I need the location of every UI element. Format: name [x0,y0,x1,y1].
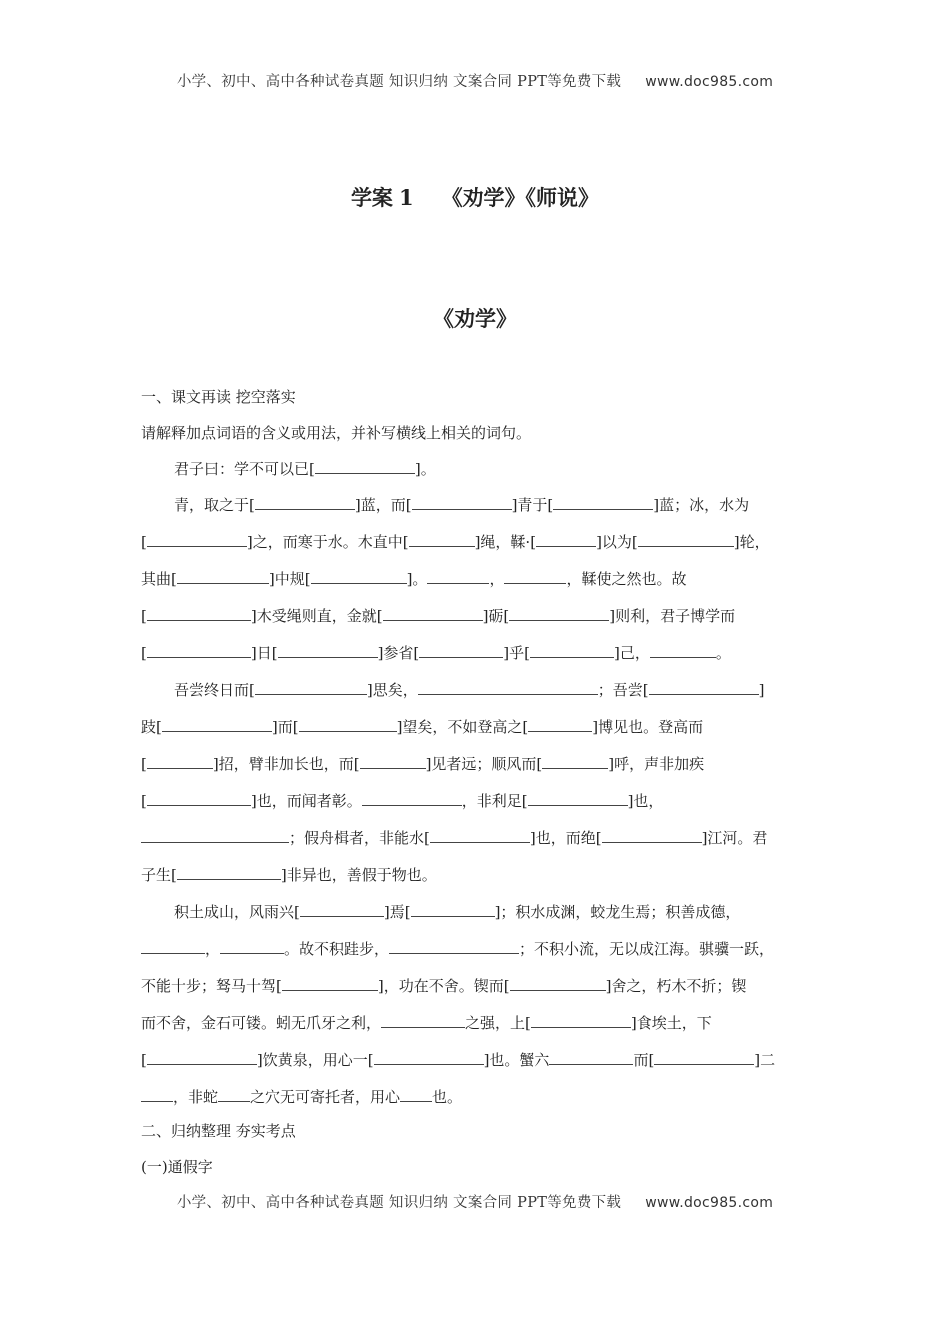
text: ]也，而绝[ [529,829,602,847]
answer-blank[interactable] [282,973,378,991]
paragraph-2-line-5 [141,640,811,677]
answer-blank[interactable] [147,529,247,547]
text: 之强，上[ [465,1014,531,1032]
text: ]己， [614,644,650,662]
answer-blank[interactable] [255,677,367,695]
paragraph-2-line-4 [141,603,811,640]
exercise-content [141,386,811,1193]
text: ]青于[ [511,496,554,514]
text: ]江河。君 [701,829,768,847]
answer-blank[interactable] [315,456,415,474]
text: 吾尝终日而[ [174,681,255,699]
text: ]；积水成渊，蛟龙生焉；积善成德， [494,903,741,921]
instruction: 请解释加点词语的含义或用法，并补写横线上相关的词句。 [141,424,532,442]
text: ]以为[ [596,533,638,551]
text: ]日[ [250,644,278,662]
paragraph-3-line-3 [141,751,811,788]
text: ]博见也。登高而 [592,718,704,736]
text: 跂[ [141,718,162,736]
answer-blank[interactable] [300,899,384,917]
answer-blank[interactable] [602,825,702,843]
text: [ [141,755,147,773]
answer-blank[interactable] [504,566,566,584]
text: ]招，臂非加长也，而[ [212,755,360,773]
text: ]舍之，朽木不折；锲 [605,977,747,995]
answer-blank[interactable] [412,492,512,510]
text: ；吾尝[ [597,681,649,699]
answer-blank[interactable] [177,566,269,584]
text: ]乎[ [503,644,531,662]
text: ；假舟楫者，非能水[ [289,829,430,847]
subsection-heading: (一)通假字 [141,1158,213,1176]
page-header [0,70,950,91]
paragraph-4-line-2 [141,936,811,973]
text: ，非利足[ [461,792,528,810]
answer-blank[interactable] [389,936,519,954]
text: ]蓝，而[ [354,496,412,514]
text: ]参省[ [377,644,420,662]
paragraph-1-line [141,456,811,492]
answer-blank[interactable] [542,751,608,769]
text: 积土成山，风雨兴[ [174,903,300,921]
answer-blank[interactable] [650,640,716,658]
text: ]木受绳则直，金就[ [250,607,383,625]
answer-blank[interactable] [141,936,205,954]
text: ；不积小流，无以成江海。骐骥一跃， [519,940,775,958]
text: [ [141,607,147,625]
answer-blank[interactable] [638,529,734,547]
text: 君子曰：学不可以已[ [174,460,315,478]
text: ， [489,570,505,588]
text: 不能十步；驽马十驾[ [141,977,282,995]
answer-blank[interactable] [383,603,483,621]
answer-blank[interactable] [427,566,489,584]
text: ]中规[ [268,570,311,588]
answer-blank[interactable] [509,603,609,621]
text: ， [205,940,221,958]
footer-text: 小学、初中、高中各种试卷真题 知识归纳 文案合同 PPT等免费下载 [176,1195,622,1211]
text: ]也。蟹六 [483,1051,550,1069]
text: ]也，而闻者彰。 [250,792,362,810]
text: 而不舍，金石可镂。蚓无爪牙之利， [141,1014,382,1032]
answer-blank[interactable] [220,936,284,954]
text: [ [141,1051,147,1069]
answer-blank[interactable] [409,529,475,547]
text: 。故不积跬步， [284,940,390,958]
answer-blank[interactable] [147,751,213,769]
paragraph-3-line-2 [141,714,811,751]
text: ，非蛇 [173,1088,219,1106]
answer-blank[interactable] [299,714,397,732]
answer-blank[interactable] [419,640,503,658]
text: ]望矣，不如登高之[ [396,718,529,736]
answer-blank[interactable] [162,714,272,732]
text: ]蓝；冰，水为 [653,496,750,514]
paragraph-3-line-6 [141,862,811,899]
document-title [0,182,950,212]
text: 其曲[ [141,570,177,588]
answer-blank[interactable] [311,566,407,584]
text: ，鞣使之然也。故 [566,570,687,588]
text: ]思矣， [366,681,418,699]
paragraph-4-line-3 [141,973,811,1010]
text: ]食埃土，下 [630,1014,712,1032]
section-heading-1: 一、课文再读 挖空落实 [141,388,296,406]
answer-blank[interactable] [549,1047,633,1065]
text: ]轮， [733,533,770,551]
text: ]而[ [271,718,299,736]
title-number: 1 [398,185,414,210]
answer-blank[interactable] [528,714,592,732]
answer-blank[interactable] [374,1047,484,1065]
answer-blank[interactable] [147,1047,257,1065]
answer-blank[interactable] [360,751,426,769]
answer-blank[interactable] [141,1084,173,1102]
answer-blank[interactable] [510,973,606,991]
paragraph-2-line-3 [141,566,811,603]
paragraph-3-line-1 [141,677,811,714]
text: ]呼，声非加疾 [608,755,705,773]
text: ]绳，鞣·[ [474,533,537,551]
paragraph-4-line-4 [141,1010,811,1047]
page-footer [0,1191,950,1212]
answer-blank[interactable] [218,1084,250,1102]
paragraph-4-line-6 [141,1084,811,1120]
section-title: 《劝学》 [433,306,517,331]
header-text: 小学、初中、高中各种试卷真题 知识归纳 文案合同 PPT等免费下载 [176,74,622,90]
text: 青，取之于[ [174,496,255,514]
text: ]砺[ [482,607,510,625]
answer-blank[interactable] [147,603,251,621]
text: [ [141,533,147,551]
answer-blank[interactable] [177,862,281,880]
answer-blank[interactable] [362,788,462,806]
answer-blank[interactable] [649,677,759,695]
text: 。 [715,644,731,662]
text: ]焉[ [383,903,411,921]
text: ]饮黄泉，用心一[ [256,1051,374,1069]
answer-blank[interactable] [400,1084,432,1102]
answer-blank[interactable] [654,1047,754,1065]
answer-blank[interactable] [528,788,628,806]
text: ]。 [414,460,436,478]
text: ]则利，君子博学而 [609,607,736,625]
answer-blank[interactable] [531,1010,631,1028]
header-site: www.doc985.com [645,74,774,90]
answer-blank[interactable] [430,825,530,843]
answer-blank[interactable] [141,825,289,843]
section-heading-2: 二、归纳整理 夯实考点 [141,1122,296,1140]
answer-blank[interactable] [381,1010,465,1028]
text: ]之，而寒于水。木直中[ [246,533,409,551]
text: 之穴无可寄托者，用心 [250,1088,401,1106]
paragraph-2-line-2 [141,529,811,566]
title-prefix: 学案 [350,185,393,210]
answer-blank[interactable] [536,529,596,547]
text: 而[ [633,1051,655,1069]
text: ]非异也，善假于物也。 [280,866,437,884]
answer-blank[interactable] [530,640,614,658]
answer-blank[interactable] [278,640,378,658]
text: [ [141,792,147,810]
text: ]见者远；顺风而[ [425,755,543,773]
text: 子生[ [141,866,177,884]
answer-blank[interactable] [255,492,355,510]
text: [ [141,644,147,662]
text: ]二 [754,1051,776,1069]
paragraph-4-line-1 [141,899,811,936]
paragraph-3-line-4 [141,788,811,825]
paragraph-3-line-5 [141,825,811,862]
text: 也。 [432,1088,463,1106]
text: ]也， [627,792,664,810]
answer-blank[interactable] [553,492,653,510]
answer-blank[interactable] [147,788,251,806]
footer-site: www.doc985.com [645,1195,774,1211]
title-books: 《劝学》《师说》 [441,185,600,210]
answer-blank[interactable] [418,677,598,695]
text: ]，功在不舍。锲而[ [377,977,510,995]
text: ] [758,681,765,699]
text: ]。 [406,570,428,588]
paragraph-2-line-1 [141,492,811,529]
answer-blank[interactable] [411,899,495,917]
paragraph-4-line-5 [141,1047,811,1084]
answer-blank[interactable] [147,640,251,658]
